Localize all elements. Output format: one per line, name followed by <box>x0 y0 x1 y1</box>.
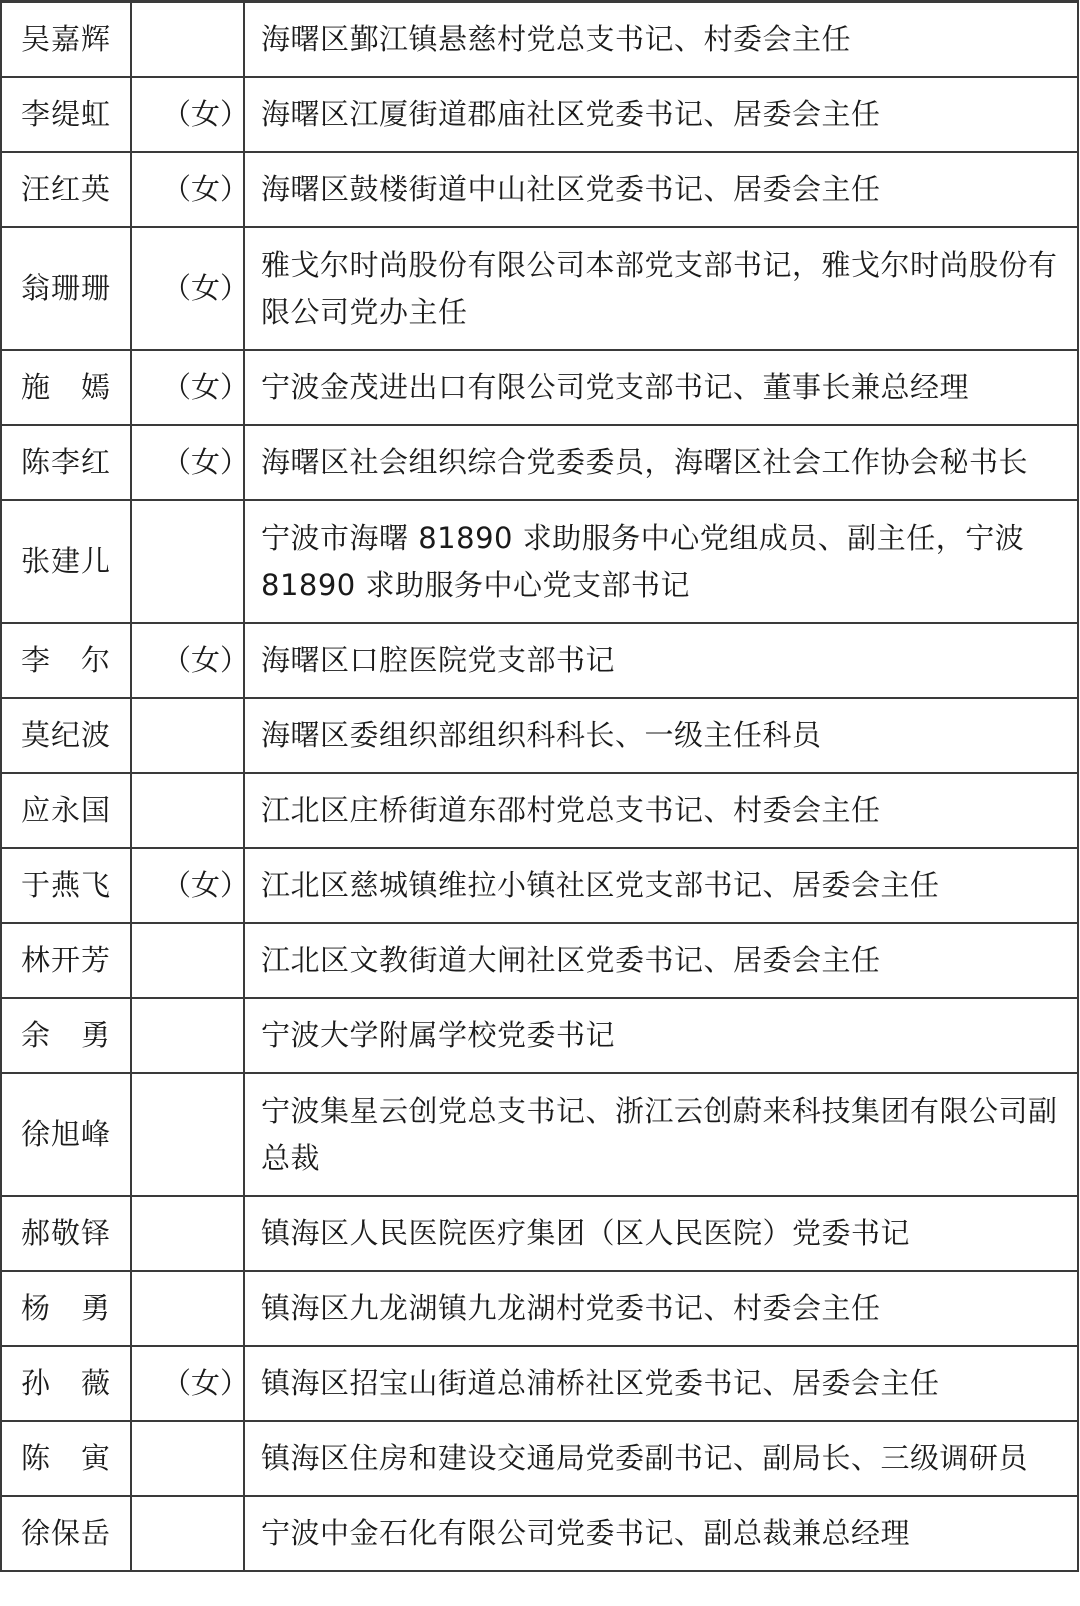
name-cell: 杨 勇 <box>1 1271 131 1346</box>
duty-cell: 海曙区委组织部组织科科长、一级主任科员 <box>244 698 1078 773</box>
table-row <box>1 350 1078 425</box>
table-row <box>1 773 1078 848</box>
name-cell: 余 勇 <box>1 998 131 1073</box>
duty-cell: 镇海区住房和建设交通局党委副书记、副局长、三级调研员 <box>244 1421 1078 1496</box>
name-cell: 徐保岳 <box>1 1496 131 1571</box>
gender-cell <box>131 773 244 848</box>
gender-cell: （女） <box>131 623 244 698</box>
duty-cell: 江北区慈城镇维拉小镇社区党支部书记、居委会主任 <box>244 848 1078 923</box>
gender-cell <box>131 1196 244 1271</box>
name-cell: 汪红英 <box>1 152 131 227</box>
table-row <box>1 77 1078 152</box>
table-row <box>1 425 1078 500</box>
table-row <box>1 1496 1078 1571</box>
table-row <box>1 923 1078 998</box>
duty-cell: 宁波市海曙 81890 求助服务中心党组成员、副主任，宁波 81890 求助服务中心党支部书记 <box>244 500 1078 623</box>
table-row <box>1 1271 1078 1346</box>
gender-cell <box>131 1496 244 1571</box>
duty-cell: 宁波大学附属学校党委书记 <box>244 998 1078 1073</box>
duty-cell: 江北区庄桥街道东邵村党总支书记、村委会主任 <box>244 773 1078 848</box>
name-cell: 李 尔 <box>1 623 131 698</box>
gender-cell <box>131 2 244 78</box>
table-row <box>1 1073 1078 1196</box>
name-cell: 林开芳 <box>1 923 131 998</box>
duty-cell: 海曙区社会组织综合党委委员，海曙区社会工作协会秘书长 <box>244 425 1078 500</box>
duty-cell: 宁波集星云创党总支书记、浙江云创蔚来科技集团有限公司副总裁 <box>244 1073 1078 1196</box>
name-cell: 施 嫣 <box>1 350 131 425</box>
table-row <box>1 2 1078 78</box>
gender-cell <box>131 500 244 623</box>
gender-cell <box>131 923 244 998</box>
duty-cell: 海曙区鄞江镇悬慈村党总支书记、村委会主任 <box>244 2 1078 78</box>
gender-cell: （女） <box>131 152 244 227</box>
table-row <box>1 1421 1078 1496</box>
table-row <box>1 848 1078 923</box>
table-row <box>1 623 1078 698</box>
name-cell: 于燕飞 <box>1 848 131 923</box>
name-cell: 陈李红 <box>1 425 131 500</box>
name-cell: 张建儿 <box>1 500 131 623</box>
roster-body <box>1 2 1078 1572</box>
duty-cell: 海曙区口腔医院党支部书记 <box>244 623 1078 698</box>
duty-cell: 江北区文教街道大闸社区党委书记、居委会主任 <box>244 923 1078 998</box>
gender-cell: （女） <box>131 425 244 500</box>
name-cell: 莫纪波 <box>1 698 131 773</box>
duty-cell: 镇海区人民医院医疗集团（区人民医院）党委书记 <box>244 1196 1078 1271</box>
gender-cell: （女） <box>131 227 244 350</box>
duty-cell: 海曙区江厦街道郡庙社区党委书记、居委会主任 <box>244 77 1078 152</box>
gender-cell <box>131 698 244 773</box>
gender-cell: （女） <box>131 77 244 152</box>
gender-cell <box>131 1421 244 1496</box>
table-row <box>1 227 1078 350</box>
table-row <box>1 698 1078 773</box>
table-row <box>1 152 1078 227</box>
gender-cell <box>131 1271 244 1346</box>
duty-cell: 宁波中金石化有限公司党委书记、副总裁兼总经理 <box>244 1496 1078 1571</box>
duty-cell: 雅戈尔时尚股份有限公司本部党支部书记，雅戈尔时尚股份有限公司党办主任 <box>244 227 1078 350</box>
duty-cell: 宁波金茂进出口有限公司党支部书记、董事长兼总经理 <box>244 350 1078 425</box>
gender-cell: （女） <box>131 1346 244 1421</box>
name-cell: 吴嘉辉 <box>1 2 131 78</box>
name-cell: 陈 寅 <box>1 1421 131 1496</box>
name-cell: 徐旭峰 <box>1 1073 131 1196</box>
table-row <box>1 998 1078 1073</box>
name-cell: 应永国 <box>1 773 131 848</box>
gender-cell: （女） <box>131 848 244 923</box>
gender-cell: （女） <box>131 350 244 425</box>
name-cell: 翁珊珊 <box>1 227 131 350</box>
duty-cell: 镇海区招宝山街道总浦桥社区党委书记、居委会主任 <box>244 1346 1078 1421</box>
gender-cell <box>131 998 244 1073</box>
duty-cell: 海曙区鼓楼街道中山社区党委书记、居委会主任 <box>244 152 1078 227</box>
table-row <box>1 500 1078 623</box>
name-cell: 郝敬铎 <box>1 1196 131 1271</box>
duty-cell: 镇海区九龙湖镇九龙湖村党委书记、村委会主任 <box>244 1271 1078 1346</box>
table-row <box>1 1196 1078 1271</box>
table-row <box>1 1346 1078 1421</box>
name-cell: 李缇虹 <box>1 77 131 152</box>
gender-cell <box>131 1073 244 1196</box>
name-cell: 孙 薇 <box>1 1346 131 1421</box>
